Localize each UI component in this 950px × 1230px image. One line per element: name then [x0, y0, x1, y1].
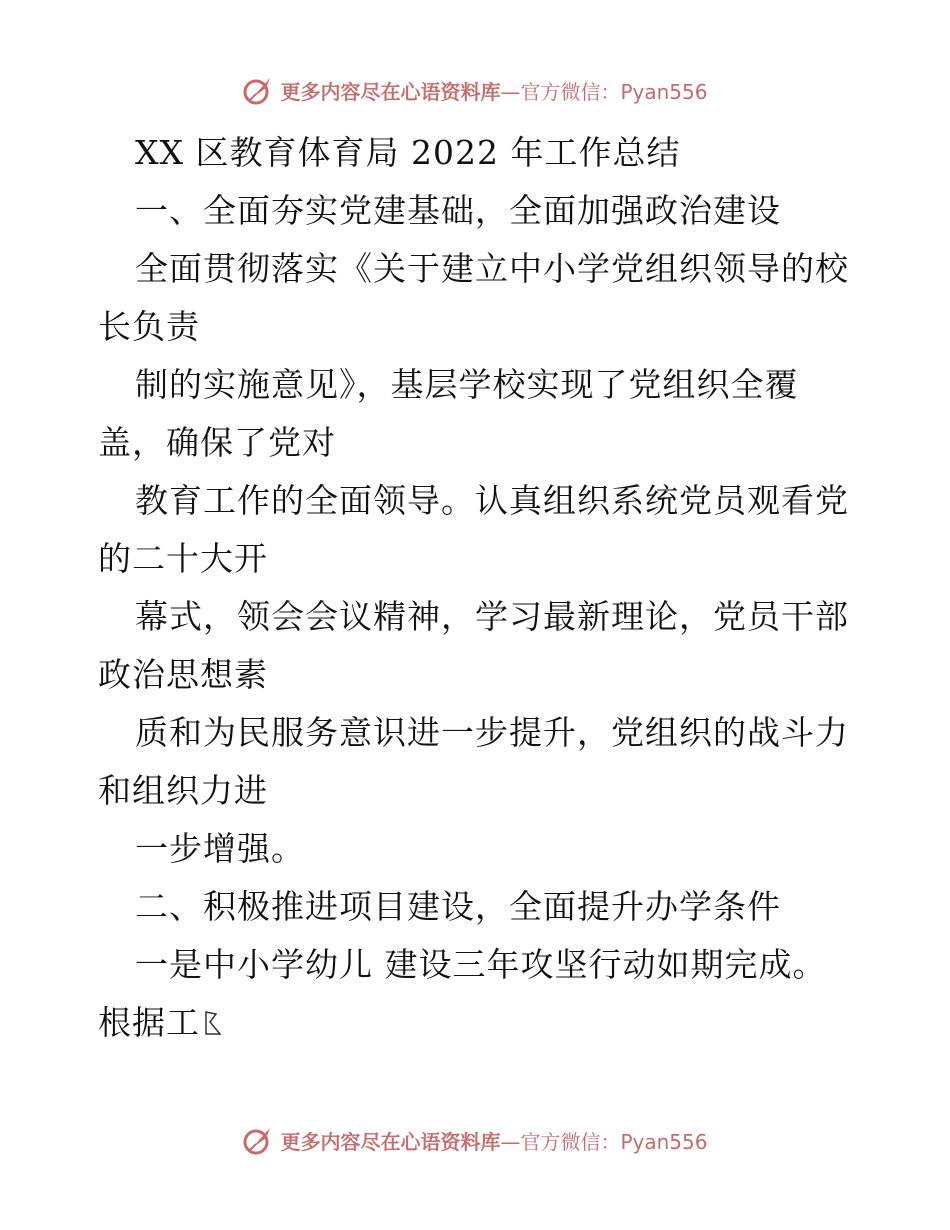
paragraph-last-line	[98, 994, 858, 1052]
header-watermark	[0, 74, 950, 106]
paragraph-line: 一步增强。	[135, 829, 305, 868]
paragraph-line: 质和为民服务意识进一步提升，党组织的战斗力	[135, 713, 849, 752]
document-body	[98, 124, 858, 1052]
paragraph-line: 长负责	[98, 307, 200, 346]
paragraph-line: 幕式，领会会议精神，学习最新理论，党员干部	[135, 597, 849, 636]
watermark-dash: —	[500, 1129, 521, 1154]
watermark-contact: 官方微信：Pyan556	[520, 79, 708, 104]
paragraph-line: 一是中小学幼儿 建设三年攻坚行动如期完成。	[135, 945, 827, 984]
text-cursor-icon	[202, 1008, 224, 1038]
section-heading-1: 一、全面夯实党建基础，全面加强政治建设	[135, 191, 781, 230]
quill-logo-icon	[242, 74, 274, 106]
paragraph-line: 根据工	[98, 1003, 200, 1042]
footer-watermark	[0, 1124, 950, 1156]
paragraph-line: 的二十大开	[98, 539, 268, 578]
watermark-brand: 更多内容尽在心语资料库	[280, 1129, 501, 1154]
paragraph-line: 和组织力进	[98, 771, 268, 810]
paragraph-line: 教育工作的全面领导。认真组织系统党员观看党	[135, 481, 849, 520]
watermark-dash: —	[500, 79, 521, 104]
watermark-text	[280, 1126, 707, 1155]
paragraph-line: 全面贯彻落实《关于建立中小学党组织领导的校	[135, 249, 849, 288]
watermark-brand: 更多内容尽在心语资料库	[280, 79, 501, 104]
paragraph-line: 制的实施意见》，基层学校实现了党组织全覆	[135, 365, 799, 404]
watermark-text	[280, 76, 707, 105]
paragraph-line: 盖，确保了党对	[98, 423, 336, 462]
quill-logo-icon	[242, 1124, 274, 1156]
section-heading-2: 二、积极推进项目建设，全面提升办学条件	[135, 887, 781, 926]
watermark-contact: 官方微信：Pyan556	[520, 1129, 708, 1154]
paragraph-line: 政治思想素	[98, 655, 268, 694]
doc-title: XX 区教育体育局 2022 年工作总结	[135, 133, 681, 172]
